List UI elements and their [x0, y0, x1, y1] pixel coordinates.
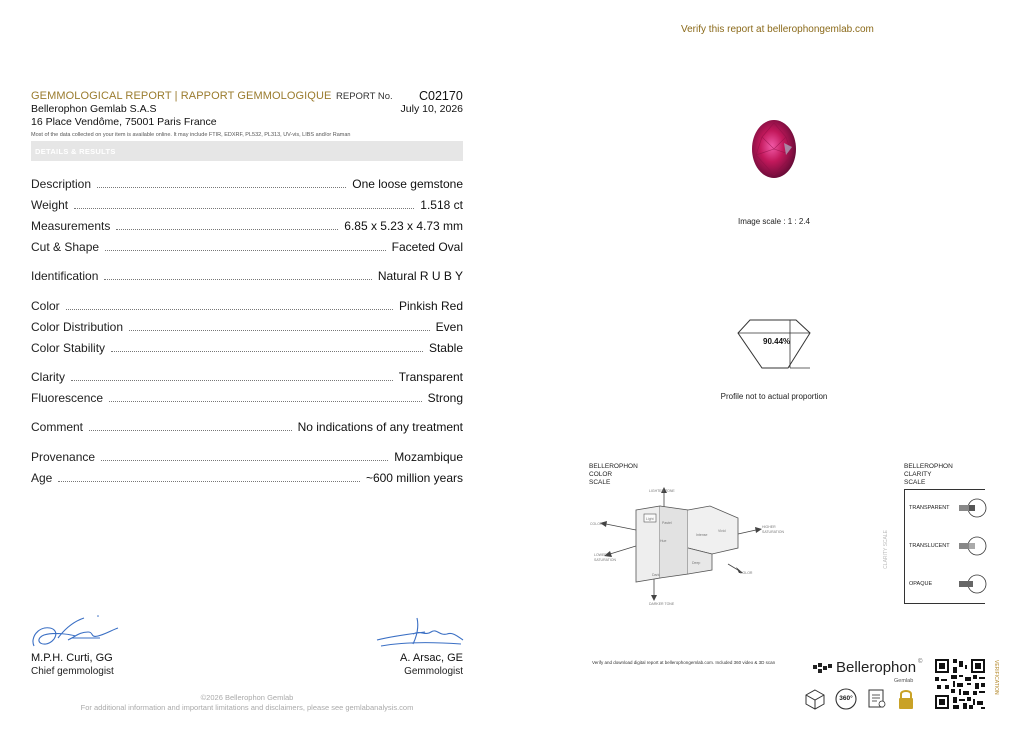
svg-text:Hue: Hue [660, 539, 667, 543]
leader-dots [89, 430, 292, 431]
result-label: Description [31, 177, 92, 191]
leader-dots [66, 309, 393, 310]
clarity-level-translucent: TRANSLUCENT [909, 543, 950, 549]
result-label: Weight [31, 198, 69, 212]
result-value: Even [435, 320, 463, 334]
svg-text:LOWER: LOWER [594, 553, 607, 557]
svg-text:Deep: Deep [692, 561, 701, 565]
bellerophon-logo-icon [812, 661, 834, 675]
result-label: Color Stability [31, 341, 106, 355]
result-value: Pinkish Red [398, 299, 463, 313]
result-value: 6.85 x 5.23 x 4.73 mm [344, 219, 463, 233]
svg-text:Dark: Dark [652, 573, 660, 577]
result-row-color [31, 297, 463, 313]
leader-dots [97, 187, 346, 188]
svg-text:LIGHTER TONE: LIGHTER TONE [649, 489, 675, 493]
signer-left-role: Chief gemmologist [31, 666, 114, 677]
leader-dots [129, 330, 430, 331]
signature-arsac [373, 610, 465, 652]
depth-percentage: 90.44% [763, 337, 791, 346]
svg-text:Light: Light [646, 517, 654, 521]
result-row-fluorescence [31, 389, 463, 405]
result-label: Fluorescence [31, 391, 104, 405]
clarity-axis-label: CLARITY SCALE [883, 530, 889, 569]
3d-scan-icon [804, 688, 826, 710]
result-label: Identification [31, 269, 99, 283]
result-row-provenance [31, 448, 463, 464]
result-label: Color Distribution [31, 320, 124, 334]
report-date: July 10, 2026 [400, 103, 463, 115]
result-value: Mozambique [394, 450, 463, 464]
leader-dots [58, 481, 360, 482]
digital-report-note: Verify and download digital report at bellerophongemlab.com. Included 360 video & 3D scan [592, 660, 776, 665]
clarity-scale-label: BELLEROPHON CLARITY SCALE [904, 463, 953, 486]
clarity-level-opaque: OPAQUE [909, 581, 933, 587]
details-results-bar [31, 141, 463, 161]
color-scale-diagram [588, 484, 788, 606]
certificate-icon [866, 688, 888, 710]
verify-report-link[interactable]: Verify this report at bellerophongemlab.com [681, 24, 874, 35]
leader-dots [104, 279, 371, 280]
result-row-description [31, 175, 463, 191]
clarity-level-transparent: TRANSPARENT [909, 505, 950, 511]
leader-dots [111, 351, 423, 352]
result-row-weight [31, 196, 463, 212]
leader-dots [109, 401, 422, 402]
result-value: Faceted Oval [391, 240, 463, 254]
result-label: Color [31, 299, 60, 313]
signer-right-name: A. Arsac, GE [400, 652, 463, 664]
report-title: GEMMOLOGICAL REPORT | RAPPORT GEMMOLOGIQUE [31, 90, 332, 102]
clarity-level-icons [957, 496, 987, 600]
360-badge-label: 360° [839, 695, 853, 702]
svg-text:DARKER TONE: DARKER TONE [649, 602, 675, 606]
svg-text:Vivid: Vivid [718, 529, 726, 533]
result-label: Comment [31, 420, 84, 434]
brand-name: Bellerophon [836, 659, 917, 676]
image-scale: Image scale : 1 : 2.4 [737, 217, 811, 226]
result-label: Provenance [31, 450, 96, 464]
brand-mark: © [918, 659, 923, 665]
result-row-measurements [31, 217, 463, 233]
lock-icon [896, 687, 916, 711]
report-number: C02170 [419, 89, 463, 103]
result-row-comment [31, 418, 463, 434]
result-value: Strong [427, 391, 463, 405]
result-row-age [31, 469, 463, 485]
result-value: No indications of any treatment [297, 420, 463, 434]
result-label: Age [31, 471, 53, 485]
result-label: Measurements [31, 219, 111, 233]
result-value: Stable [428, 341, 463, 355]
svg-text:COLOR: COLOR [590, 522, 603, 526]
leader-dots [105, 250, 386, 251]
footer-copyright: ©2026 Bellerophon Gemlab [200, 693, 294, 702]
result-row-clarity [31, 368, 463, 384]
svg-text:Intense: Intense [696, 533, 708, 537]
result-value: Natural R U B Y [377, 269, 463, 283]
result-value: Transparent [398, 370, 463, 384]
result-row-cut-shape [31, 238, 463, 254]
lab-name: Bellerophon Gemlab S.A.S [31, 103, 157, 115]
svg-text:SATURATION: SATURATION [762, 530, 785, 534]
lab-address: 16 Place Vendôme, 75001 Paris France [31, 116, 217, 128]
signer-left-name: M.P.H. Curti, GG [31, 652, 113, 664]
svg-text:SATURATION: SATURATION [594, 558, 617, 562]
result-value: One loose gemstone [352, 177, 463, 191]
leader-dots [101, 460, 388, 461]
profile-note: Profile not to actual proportion [720, 392, 828, 401]
clarity-scale-box [904, 489, 985, 604]
signature-curti [28, 608, 123, 653]
result-row-color-stability [31, 339, 463, 355]
svg-text:COLOR: COLOR [740, 571, 753, 575]
leader-dots [71, 380, 393, 381]
leader-dots [74, 208, 414, 209]
result-label: Clarity [31, 370, 66, 384]
verification-vertical-tag: VERIFICATION [993, 660, 999, 695]
leader-dots [116, 229, 338, 230]
ruby-gem-photo [748, 117, 800, 181]
result-row-color-distribution [31, 318, 463, 334]
result-label: Cut & Shape [31, 240, 100, 254]
signer-right-role: Gemmologist [404, 666, 463, 677]
data-collection-note: Most of the data collected on your item is available online. It may include FTIR, EDXRF, PL532, PL313, UV-vis, LIBS and/or Raman [31, 132, 351, 138]
result-value: 1.518 ct [420, 198, 463, 212]
section-title: DETAILS & RESULTS [35, 147, 116, 156]
svg-text:HIGHER: HIGHER [762, 525, 776, 529]
qr-code[interactable] [935, 659, 985, 709]
result-value: ~600 million years [365, 471, 463, 485]
svg-text:Pastel: Pastel [662, 521, 672, 525]
brand-subtitle: Gemlab [894, 678, 914, 684]
color-scale-label: BELLEROPHON COLOR SCALE [589, 463, 638, 486]
result-row-identification [31, 267, 463, 283]
footer-disclaimer: For additional information and important limitations and disclaimers, please see gemlabanalysis.com [80, 703, 414, 712]
report-number-label: REPORT No. [336, 91, 393, 102]
